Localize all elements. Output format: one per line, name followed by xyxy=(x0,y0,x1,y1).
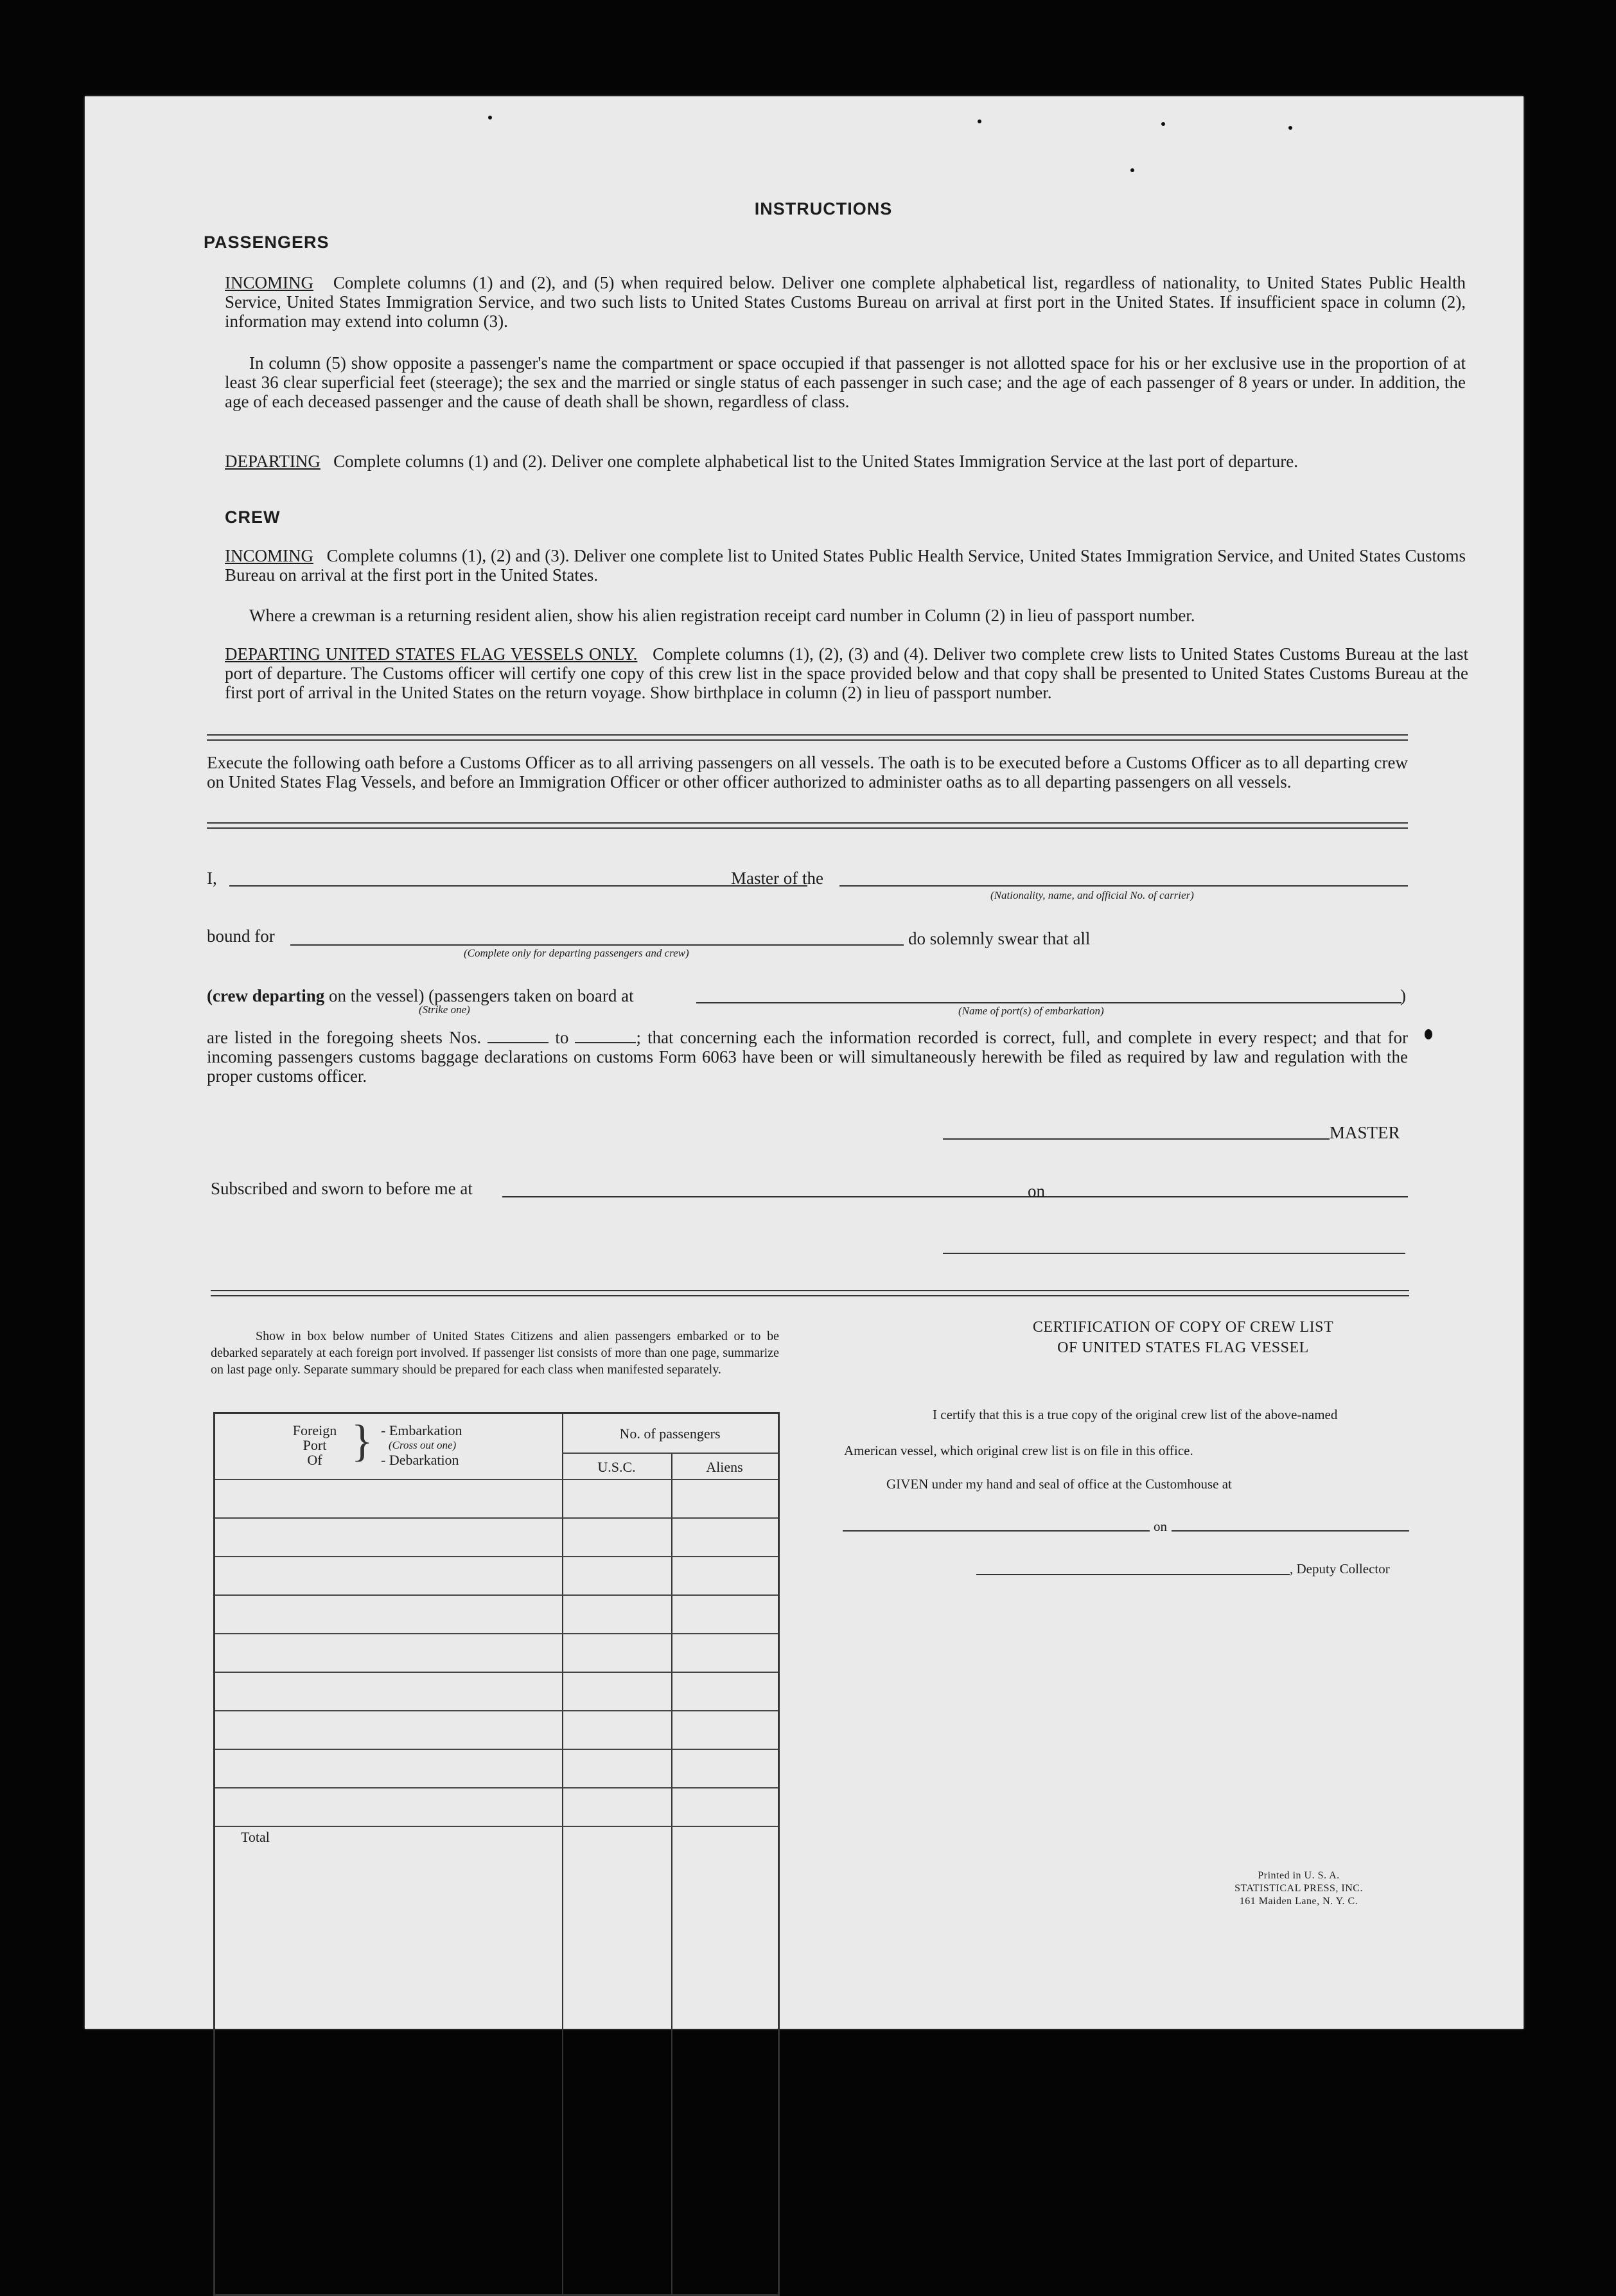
cross-out-caption: (Cross out one) xyxy=(389,1439,457,1451)
printer-line-3: 161 Maiden Lane, N. Y. C. xyxy=(1239,1896,1358,1907)
master-name-line[interactable] xyxy=(229,885,807,887)
table-row-line xyxy=(215,1787,778,1788)
bound-for-line[interactable] xyxy=(290,944,904,946)
page-title: INSTRUCTIONS xyxy=(754,199,893,218)
crew-incoming-paragraph xyxy=(225,546,1466,585)
scan-speck xyxy=(1425,1029,1432,1039)
bound-for-caption: (Complete only for departing passengers and crew) xyxy=(464,947,689,959)
scan-speck xyxy=(1161,122,1165,126)
table-row-line xyxy=(215,1710,778,1711)
table-row-line xyxy=(215,1556,778,1557)
divider-double-1 xyxy=(207,734,1408,741)
subscribed-on-label: on xyxy=(1028,1181,1045,1201)
usc-header: U.S.C. xyxy=(597,1459,636,1475)
sheets-paragraph xyxy=(207,1028,1408,1086)
subscribed-date-line[interactable] xyxy=(1048,1196,1408,1197)
passengers-incoming-label: INCOMING xyxy=(225,273,313,292)
form-page xyxy=(85,96,1524,2029)
sheets-to-label: to xyxy=(555,1028,569,1047)
certification-on-label: on xyxy=(1154,1519,1167,1534)
printer-line-1: Printed in U. S. A. xyxy=(1258,1870,1340,1881)
table-divider-port xyxy=(562,1414,563,2294)
embarkation-port-line[interactable] xyxy=(696,1002,1401,1003)
certify-line-1: I certify that this is a true copy of the original crew list of the above-named xyxy=(933,1407,1338,1422)
crew-departing-label: DEPARTING UNITED STATES FLAG VESSELS ONLY. xyxy=(225,644,638,664)
certify-line-2: American vessel, which original crew list is on file in this office. xyxy=(844,1443,1193,1458)
table-divider-usc xyxy=(671,1454,672,2294)
table-row-line xyxy=(215,1826,778,1827)
of-label: Of xyxy=(307,1452,322,1468)
certification-date-line[interactable] xyxy=(1172,1530,1409,1532)
swear-text: do solemnly swear that all xyxy=(908,929,1091,948)
deputy-collector-label: , Deputy Collector xyxy=(1290,1561,1390,1576)
port-label: Port xyxy=(303,1437,327,1453)
passenger-summary-table xyxy=(213,1412,780,2296)
embark-debark-options xyxy=(381,1423,462,1467)
printer-line-2: STATISTICAL PRESS, INC. xyxy=(1234,1883,1363,1894)
master-signature-line[interactable] xyxy=(943,1138,1330,1140)
oath-i-label: I, xyxy=(207,869,217,888)
printer-imprint xyxy=(1202,1869,1395,1908)
table-row-line xyxy=(215,1517,778,1519)
crew-departing-text: Complete columns (1), (2), (3) and (4). Deliver two complete crew lists to United States Customs Bureau at the last port of departure. The Customs officer will certify one copy of this crew list in the space provided below and that copy shall be presented to United States Customs Bureau at the first port of arrival in the United States on the return voyage. Show birthplace in column (2) in lieu of passport number. xyxy=(225,644,1469,702)
sheets-text-1: are listed in the foregoing sheets Nos. xyxy=(207,1028,482,1047)
port-caption: (Name of port(s) of embarkation) xyxy=(958,1005,1104,1017)
sheet-to-line[interactable] xyxy=(575,1030,636,1043)
passengers-departing-label: DEPARTING xyxy=(225,452,321,471)
close-paren: ) xyxy=(1400,986,1406,1005)
crew-incoming-text: Complete columns (1), (2) and (3). Deliver one complete list to United States Public Health Service, United States Immigration Service, and United States Customs Bureau on arrival at the first port in the United States. xyxy=(225,546,1466,585)
aliens-header: Aliens xyxy=(706,1459,743,1475)
table-subheader-line xyxy=(562,1453,778,1454)
strike-caption: (Strike one) xyxy=(419,1003,470,1016)
passengers-column5-paragraph: In column (5) show opposite a passenger's name the compartment or space occupied if that passenger is not allotted space for his or her exclusive use in the proportion of at least 36 clear superficial feet (steerage); the sex and the married or single status of each passenger in such case; and the age of each passenger of 8 years or under. In addition, the age of each deceased passenger and the cause of death shall be shown, regardless of class. xyxy=(225,353,1466,411)
carrier-caption: (Nationality, name, and official No. of carrier) xyxy=(990,889,1194,901)
scan-speck xyxy=(1288,126,1292,130)
carrier-line[interactable] xyxy=(839,885,1408,887)
subscribed-place-line[interactable] xyxy=(502,1196,1109,1197)
divider-double-2 xyxy=(207,822,1408,829)
embarkation-label: - Embarkation xyxy=(381,1422,462,1438)
table-header-line xyxy=(215,1479,778,1480)
scan-speck xyxy=(1130,168,1134,172)
passengers-departing-text: Complete columns (1) and (2). Deliver one complete alphabetical list to the United States Immigration Service at the last port of departure. xyxy=(333,452,1298,471)
divider-double-3 xyxy=(211,1290,1409,1296)
customhouse-place-line[interactable] xyxy=(843,1530,1150,1532)
foreign-port-of-label xyxy=(283,1423,347,1467)
officer-signature-line[interactable] xyxy=(943,1253,1405,1254)
certification-heading-2: OF UNITED STATES FLAG VESSEL xyxy=(1057,1339,1309,1356)
crew-departing-paragraph xyxy=(225,644,1468,702)
crew-departing-bold: (crew departing xyxy=(207,986,325,1005)
subscribed-label: Subscribed and sworn to before me at xyxy=(211,1179,473,1198)
no-of-passengers-header: No. of passengers xyxy=(619,1426,721,1442)
given-line: GIVEN under my hand and seal of office at the Customhouse at xyxy=(886,1476,1232,1492)
oath-intro-paragraph: Execute the following oath before a Customs Officer as to all arriving passengers on all vessels. The oath is to be executed before a Customs Officer as to all departing crew on United States Flag Vessels, and before an Immigration Officer or other officer authorized to administer oaths as to all departing passengers on all vessels. xyxy=(207,753,1408,791)
summary-instructions: Show in box below number of United States Citizens and alien passengers embarked or to be debarked separately at each foreign port involved. If passenger list consists of more than one page, summarize on last page only. Separate summary should be prepared for each class when manifested separately. xyxy=(211,1329,779,1377)
certification-heading-1: CERTIFICATION OF COPY OF CREW LIST xyxy=(1032,1319,1334,1336)
master-of-label: Master of the xyxy=(731,869,823,888)
certification-heading xyxy=(939,1317,1427,1358)
table-row-line xyxy=(215,1672,778,1673)
passengers-incoming-text: Complete columns (1) and (2), and (5) when required below. Deliver one complete alphabetical list, regardless of nationality, to United States Public Health Service, United States Immigration Service, and two such lists to United States Customs Bureau on arrival at first port in the United States. If insufficient space in column (2), information may extend into column (3). xyxy=(225,273,1466,331)
table-row-line xyxy=(215,1749,778,1750)
passengers-incoming-paragraph xyxy=(225,273,1466,331)
foreign-label: Foreign xyxy=(292,1422,337,1438)
total-label: Total xyxy=(241,1829,270,1845)
table-row-line xyxy=(215,1633,778,1634)
debarkation-label: - Debarkation xyxy=(381,1452,459,1468)
master-label: MASTER xyxy=(1330,1123,1400,1142)
bracket-glyph: } xyxy=(351,1417,373,1466)
crew-resident-paragraph: Where a crewman is a returning resident alien, show his alien registration receipt card number in Column (2) in lieu of passport number. xyxy=(249,606,1195,625)
deputy-signature-line[interactable] xyxy=(976,1574,1290,1575)
scan-speck xyxy=(978,119,981,123)
table-row-line xyxy=(215,1594,778,1596)
passengers-departing-paragraph xyxy=(225,452,1466,471)
crew-departing-rest: on the vessel) (passengers taken on board at xyxy=(328,986,634,1005)
crew-heading: CREW xyxy=(225,508,281,527)
sheets-text-2: ; that concerning each the information recorded is correct, full, and complete in every respect; and that for incoming passengers customs baggage declarations on customs Form 6063 have been or will simultaneously herewith be filed as required by law and regulation with the proper customs officer. xyxy=(207,1028,1409,1086)
bound-for-label: bound for xyxy=(207,926,275,946)
passengers-heading: PASSENGERS xyxy=(204,233,329,252)
scan-speck xyxy=(488,116,492,119)
sheet-from-line[interactable] xyxy=(487,1030,549,1043)
crew-incoming-label: INCOMING xyxy=(225,546,313,565)
crew-departing-line xyxy=(207,986,634,1005)
